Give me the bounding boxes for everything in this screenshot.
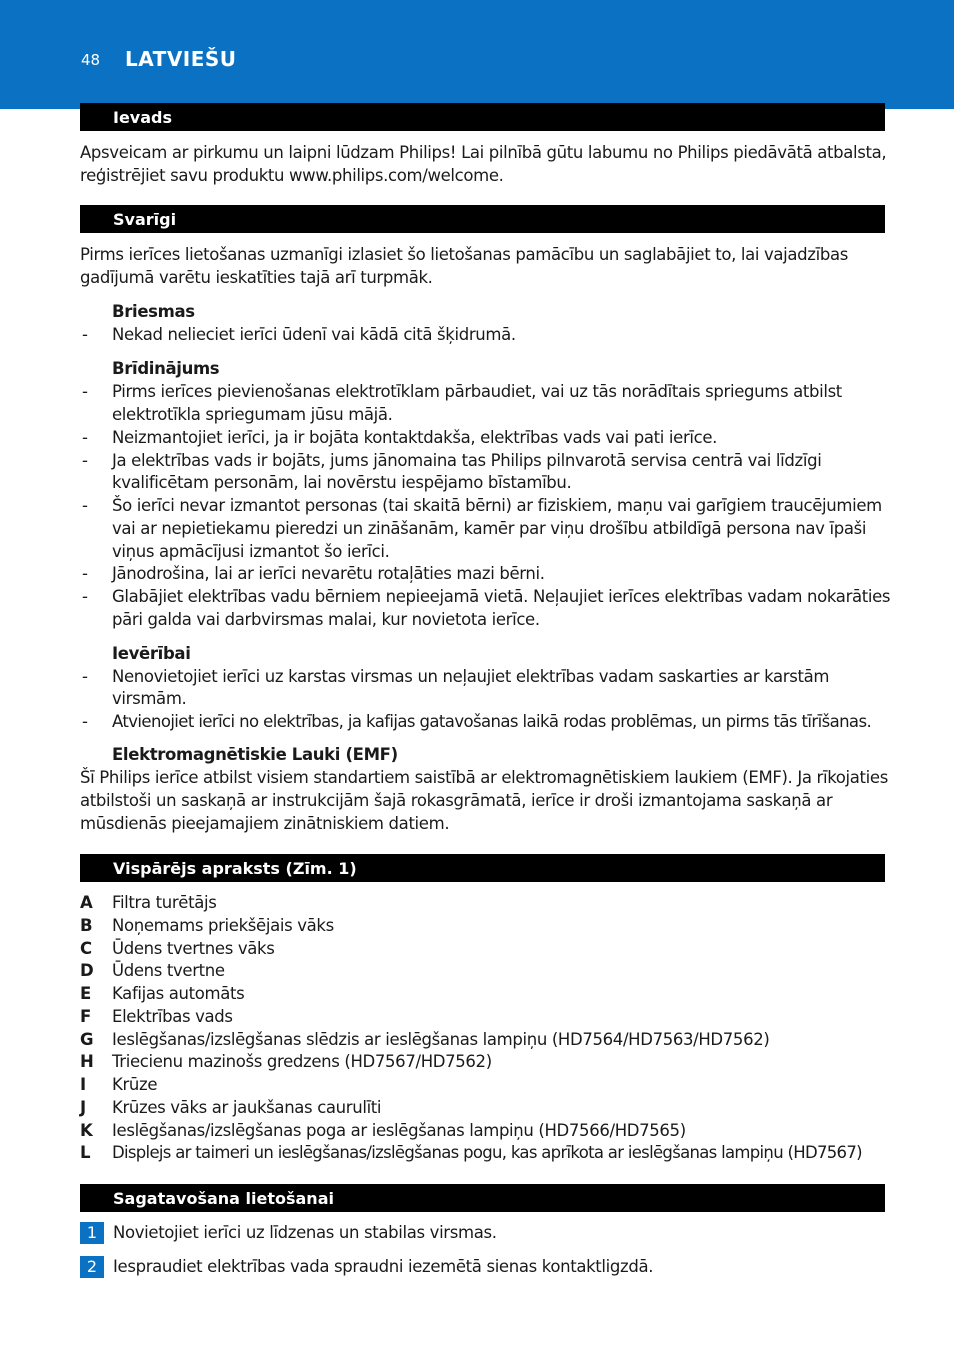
part-letter: D — [80, 961, 94, 980]
part-label: Ieslēgšanas/izslēgšanas slēdzis ar ieslēgšanas lampiņu (HD7564/HD7563/HD7562) — [112, 1030, 770, 1049]
part-label: Triecienu mazinošs gredzens (HD7567/HD7562) — [112, 1052, 492, 1071]
warning-line: kvalificētam personām, lai novērstu iespējamo bīstamību. — [112, 473, 572, 492]
part-letter: A — [80, 893, 93, 912]
step-number-badge: 2 — [80, 1256, 104, 1278]
step-number-badge: 1 — [80, 1222, 104, 1244]
caution-line: Nenovietojiet ierīci uz karstas virsmas un neļaujiet elektrības vadam saskarties ar karstām — [112, 667, 830, 686]
part-letter: J — [80, 1098, 87, 1117]
bullet-dash: - — [82, 564, 88, 583]
emf-line: Šī Philips ierīce atbilst visiem standartiem saistībā ar elektromagnētiskiem laukiem (EMF). Ja rīkojaties — [80, 768, 888, 787]
section-header-intro — [80, 103, 885, 131]
danger-item: Nekad nelieciet ierīci ūdenī vai kādā citā šķidrumā. — [112, 325, 516, 344]
part-letter: H — [80, 1052, 94, 1071]
section-title: Ievads — [113, 108, 173, 127]
part-letter: B — [80, 916, 93, 935]
step-text: Iespraudiet elektrības vada spraudni iezemētā sienas kontaktligzdā. — [113, 1257, 654, 1276]
part-letter: E — [80, 984, 92, 1003]
warning-line: Pirms ierīces pievienošanas elektrotīklam pārbaudiet, vai uz tās norādītais spriegums atbilst — [112, 382, 842, 401]
bullet-dash: - — [82, 428, 88, 447]
warning-line: elektrotīkla spriegumam jūsu mājā. — [112, 405, 393, 424]
language-title: LATVIEŠU — [125, 47, 237, 71]
intro-text-line: reģistrējiet savu produktu www.philips.com/welcome. — [80, 166, 504, 185]
emf-line: mūsdienās pieejamajiem zinātniskiem datiem. — [80, 814, 450, 833]
bullet-dash: - — [82, 587, 88, 606]
part-label: Krūze — [112, 1075, 158, 1094]
section-title: Vispārējs apraksts (Zīm. 1) — [113, 859, 357, 878]
bullet-dash: - — [82, 451, 88, 470]
part-label: Ūdens tvertnes vāks — [112, 939, 275, 958]
caution-heading: Ievērībai — [112, 644, 191, 663]
part-label: Krūzes vāks ar jaukšanas caurulīti — [112, 1098, 382, 1117]
danger-heading: Briesmas — [112, 302, 195, 321]
section-title: Sagatavošana lietošanai — [113, 1189, 334, 1208]
emf-line: atbilstoši un saskaņā ar instrukcijām šajā rokasgrāmatā, ierīce ir droši izmantojama saskaņā ar — [80, 791, 833, 810]
warning-heading: Brīdinājums — [112, 359, 220, 378]
part-letter: F — [80, 1007, 92, 1026]
bullet-dash: - — [82, 496, 88, 515]
caution-line: Atvienojiet ierīci no elektrības, ja kafijas gatavošanas laikā rodas problēmas, un pirms tās tīrīšanas. — [112, 712, 872, 731]
warning-line: Jānodrošina, lai ar ierīci nevarētu rotaļāties mazi bērni. — [112, 564, 545, 583]
bullet-dash: - — [82, 325, 88, 344]
warning-line: Šo ierīci nevar izmantot personas (tai skaitā bērni) ar fiziskiem, maņu vai garīgiem traucējumiem — [112, 496, 882, 515]
warning-line: Glabājiet elektrības vadu bērniem nepieejamā vietā. Neļaujiet ierīces elektrības vadam nokarāties — [112, 587, 891, 606]
part-label: Displejs ar taimeri un ieslēgšanas/izslēgšanas pogu, kas aprīkota ar ieslēgšanas lampiņu (HD7567) — [112, 1143, 862, 1162]
emf-heading: Elektromagnētiskie Lauki (EMF) — [112, 745, 398, 764]
intro-text-line: Apsveicam ar pirkumu un laipni lūdzam Philips! Lai pilnībā gūtu labumu no Philips piedāvātā atbalsta, — [80, 143, 887, 162]
warning-line: vai ar nepietiekamu pieredzi un zināšanām, kamēr par viņu drošību atbildīgā persona nav īpaši — [112, 519, 867, 538]
page-number: 48 — [81, 51, 101, 69]
part-letter: G — [80, 1030, 94, 1049]
warning-line: viņus apmācījusi izmantot šo ierīci. — [112, 542, 390, 561]
caution-line: virsmām. — [112, 689, 187, 708]
part-label: Kafijas automāts — [112, 984, 245, 1003]
part-label: Noņemams priekšējais vāks — [112, 916, 334, 935]
part-letter: K — [80, 1121, 93, 1140]
bullet-dash: - — [82, 712, 88, 731]
part-label: Elektrības vads — [112, 1007, 233, 1026]
part-letter: I — [80, 1075, 87, 1094]
section-header-important — [80, 205, 885, 233]
bullet-dash: - — [82, 667, 88, 686]
part-letter: L — [80, 1143, 91, 1162]
section-title: Svarīgi — [113, 210, 177, 229]
step-text: Novietojiet ierīci uz līdzenas un stabilas virsmas. — [113, 1223, 497, 1242]
important-text-line: Pirms ierīces lietošanas uzmanīgi izlasiet šo lietošanas pamācību un saglabājiet to, lai vajadzības — [80, 245, 848, 264]
section-header-overview — [80, 854, 885, 882]
important-text-line: gadījumā varētu ieskatīties tajā arī turpmāk. — [80, 268, 433, 287]
warning-line: Neizmantojiet ierīci, ja ir bojāta kontaktdakša, elektrības vads vai pati ierīce. — [112, 428, 718, 447]
part-label: Ūdens tvertne — [112, 961, 225, 980]
bullet-dash: - — [82, 382, 88, 401]
section-header-preparing — [80, 1184, 885, 1212]
warning-line: Ja elektrības vads ir bojāts, jums jānomaina tas Philips pilnvarotā servisa centrā vai līdzīgi — [112, 451, 822, 470]
part-label: Ieslēgšanas/izslēgšanas poga ar ieslēgšanas lampiņu (HD7566/HD7565) — [112, 1121, 686, 1140]
part-letter: C — [80, 939, 93, 958]
part-label: Filtra turētājs — [112, 893, 217, 912]
warning-line: pāri galda vai darbvirsmas malai, kur novietota ierīce. — [112, 610, 540, 629]
header-bar — [0, 0, 954, 109]
